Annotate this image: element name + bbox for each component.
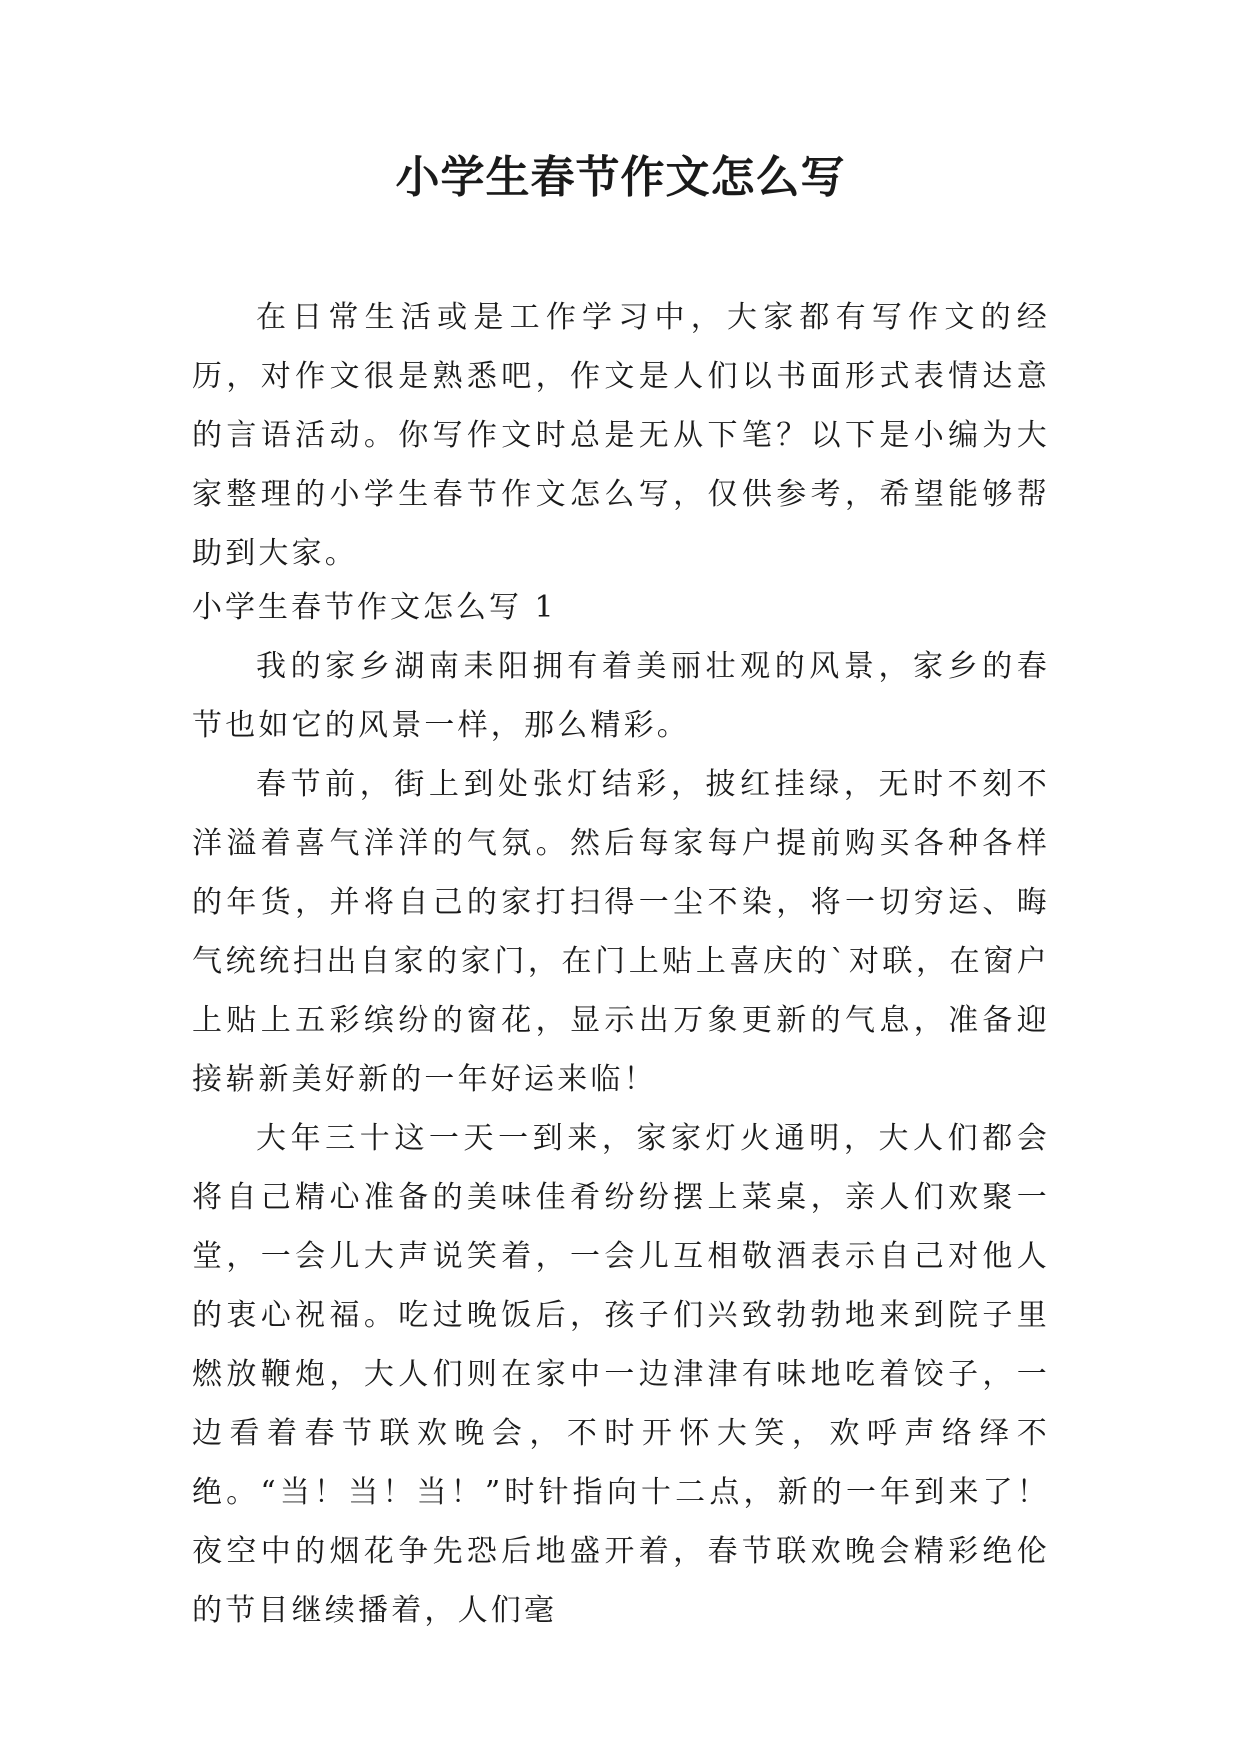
essay-section [192,578,1050,1640]
essay-paragraph-2: 春节前，街上到处张灯结彩，披红挂绿，无时不刻不洋溢着喜气洋洋的气氛。然后每家每户提前购买各种各样的年货，并将自己的家打扫得一尘不染，将一切穷运、晦气统统扫出自家的家门，在门上贴上喜庆的`对联，在窗户上贴上五彩缤纷的窗花，显示出万象更新的气息，准备迎接崭新美好新的一年好运来临！ [192,767,1050,1097]
section-heading: 小学生春节作文怎么写 1 [192,590,557,625]
page-title: 小学生春节作文怎么写 [395,152,846,203]
intro-paragraph: 在日常生活或是工作学习中，大家都有写作文的经历，对作文很是熟悉吧，作文是人们以书面形式表情达意的言语活动。你写作文时总是无从下笔？以下是小编为大家整理的小学生春节作文怎么写，仅供参考，希望能够帮助到大家。 [192,300,1050,571]
essay-paragraph-1: 我的家乡湖南耒阳拥有着美丽壮观的风景，家乡的春节也如它的风景一样，那么精彩。 [192,649,1050,743]
essay-paragraph-3: 大年三十这一天一到来，家家灯火通明，大人们都会将自己精心准备的美味佳肴纷纷摆上菜桌，亲人们欢聚一堂，一会儿大声说笑着，一会儿互相敬酒表示自己对他人的衷心祝福。吃过晚饭后，孩子们兴致勃勃地来到院子里燃放鞭炮，大人们则在家中一边津津有味地吃着饺子，一边看着春节联欢晚会，不时开怀大笑，欢呼声络绎不绝。“当！当！当！”时针指向十二点，新的一年到来了！夜空中的烟花争先恐后地盛开着，春节联欢晚会精彩绝伦的节目继续播着，人们毫 [192,1121,1050,1628]
